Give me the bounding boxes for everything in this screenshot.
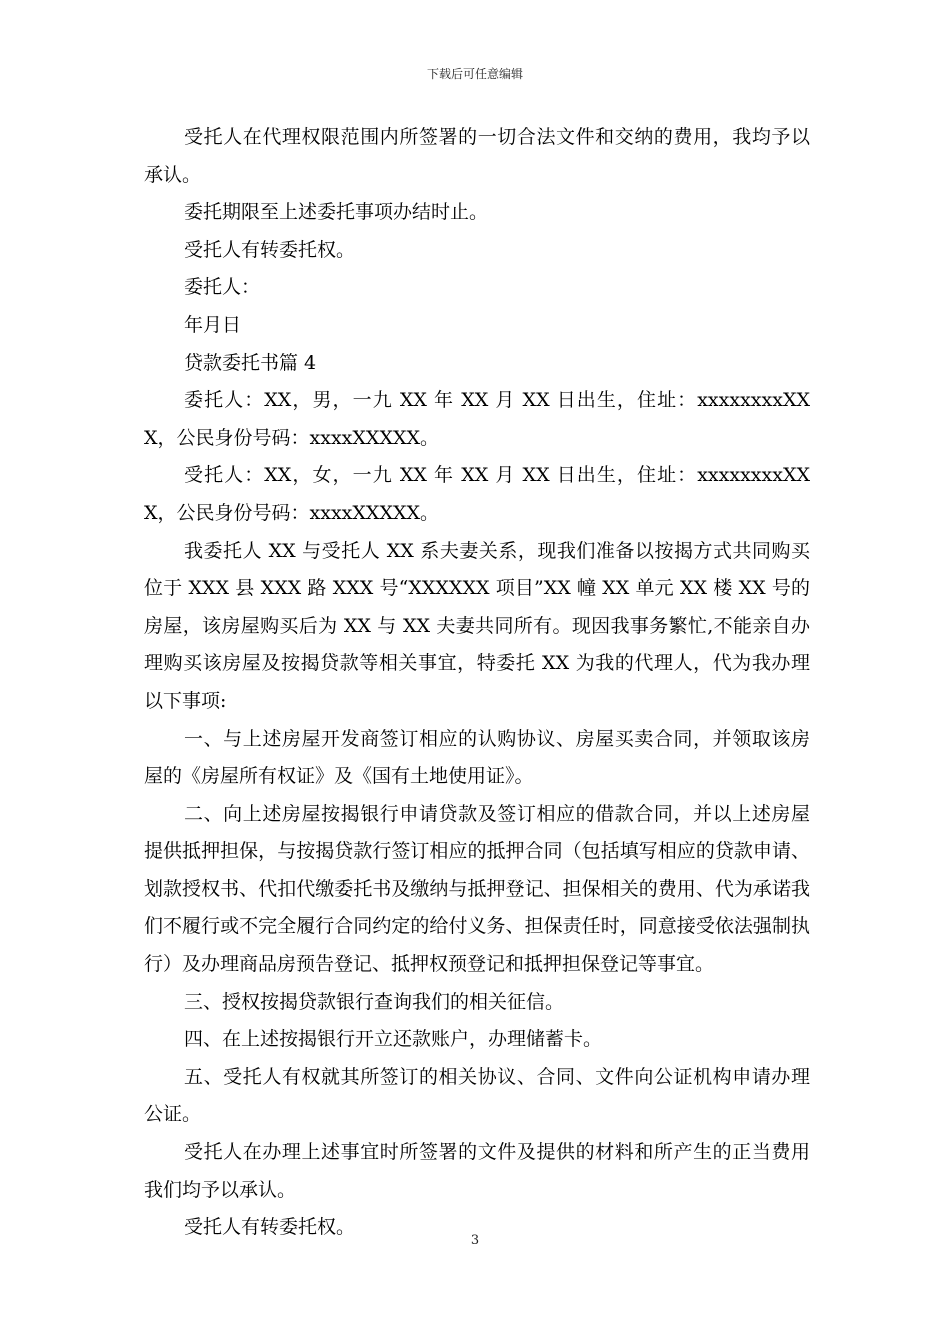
page-header: 下载后可任意编辑 [426, 67, 523, 81]
paragraph-principal-label: 委托人： [184, 276, 261, 299]
paragraph-item-4: 四、在上述按揭银行开立还款账户，办理储蓄卡。 [184, 1028, 603, 1051]
paragraph-date: 年月日 [184, 313, 242, 336]
paragraph-item-2: 二、向上述房屋按揭银行申请贷款及签订相应的借款合同，并以上述房屋提供抵押担保，与按揭贷款行签订相应的抵押合同（包括填写相应的贷款申请、划款授权书、代扣代缴委托书及缴纳与抵押登记、担保相关的费用、代为承诺我们不履行或不完全履行合同约定的给付义务、担保责任时，同意接受依法强制执行）及办理商品房预告登记、抵押权预登记和抵押担保登记等事宜。 [144, 802, 810, 976]
paragraph-subdelegation: 受托人有转委托权。 [184, 238, 356, 261]
document-body [144, 119, 810, 1247]
paragraph-background: 我委托人 XX 与受托人 XX 系夫妻关系，现我们准备以按揭方式共同购买位于 XXX 县 XXX 路 XXX 号“XXXXXX 项目”XX 幢 XX 单元 XX 楼 XX 号的房屋，该房屋购买后为 XX 与 XX 夫妻共同所有。现因我事务繁忙,不能亲自办理购买该房屋及按揭贷款等相关事宜，特委托 XX 为我的代理人，代为我办理以下事项: [144, 539, 810, 712]
paragraph-principal-info: 委托人：XX，男，一九 XX 年 XX 月 XX 日出生，住址：xxxxxxxxXXX，公民身份号码：xxxxXXXXX。 [144, 389, 810, 449]
paragraph-item-5: 五、受托人有权就其所签订的相关协议、合同、文件向公证机构申请办理公证。 [144, 1065, 810, 1126]
paragraph-item-3: 三、授权按揭贷款银行查询我们的相关征信。 [184, 990, 565, 1013]
paragraph-acceptance-2: 受托人在办理上述事宜时所签署的文件及提供的材料和所产生的正当费用我们均予以承认。 [144, 1141, 810, 1201]
paragraph-item-1: 一、与上述房屋开发商签订相应的认购协议、房屋买卖合同，并领取该房屋的《房屋所有权证》及《国有土地使用证》。 [144, 727, 810, 788]
paragraph-acceptance: 受托人在代理权限范围内所签署的一切合法文件和交纳的费用，我均予以承认。 [144, 126, 810, 186]
page-number: 3 [470, 1233, 480, 1248]
paragraph-subdelegation-2: 受托人有转委托权。 [184, 1216, 356, 1239]
paragraph-agent-info: 受托人：XX，女，一九 XX 年 XX 月 XX 日出生，住址：xxxxxxxxXXX，公民身份号码：xxxxXXXXX。 [144, 464, 810, 524]
section-heading: 贷款委托书篇 4 [184, 351, 317, 374]
paragraph-term: 委托期限至上述委托事项办结时止。 [184, 201, 489, 224]
